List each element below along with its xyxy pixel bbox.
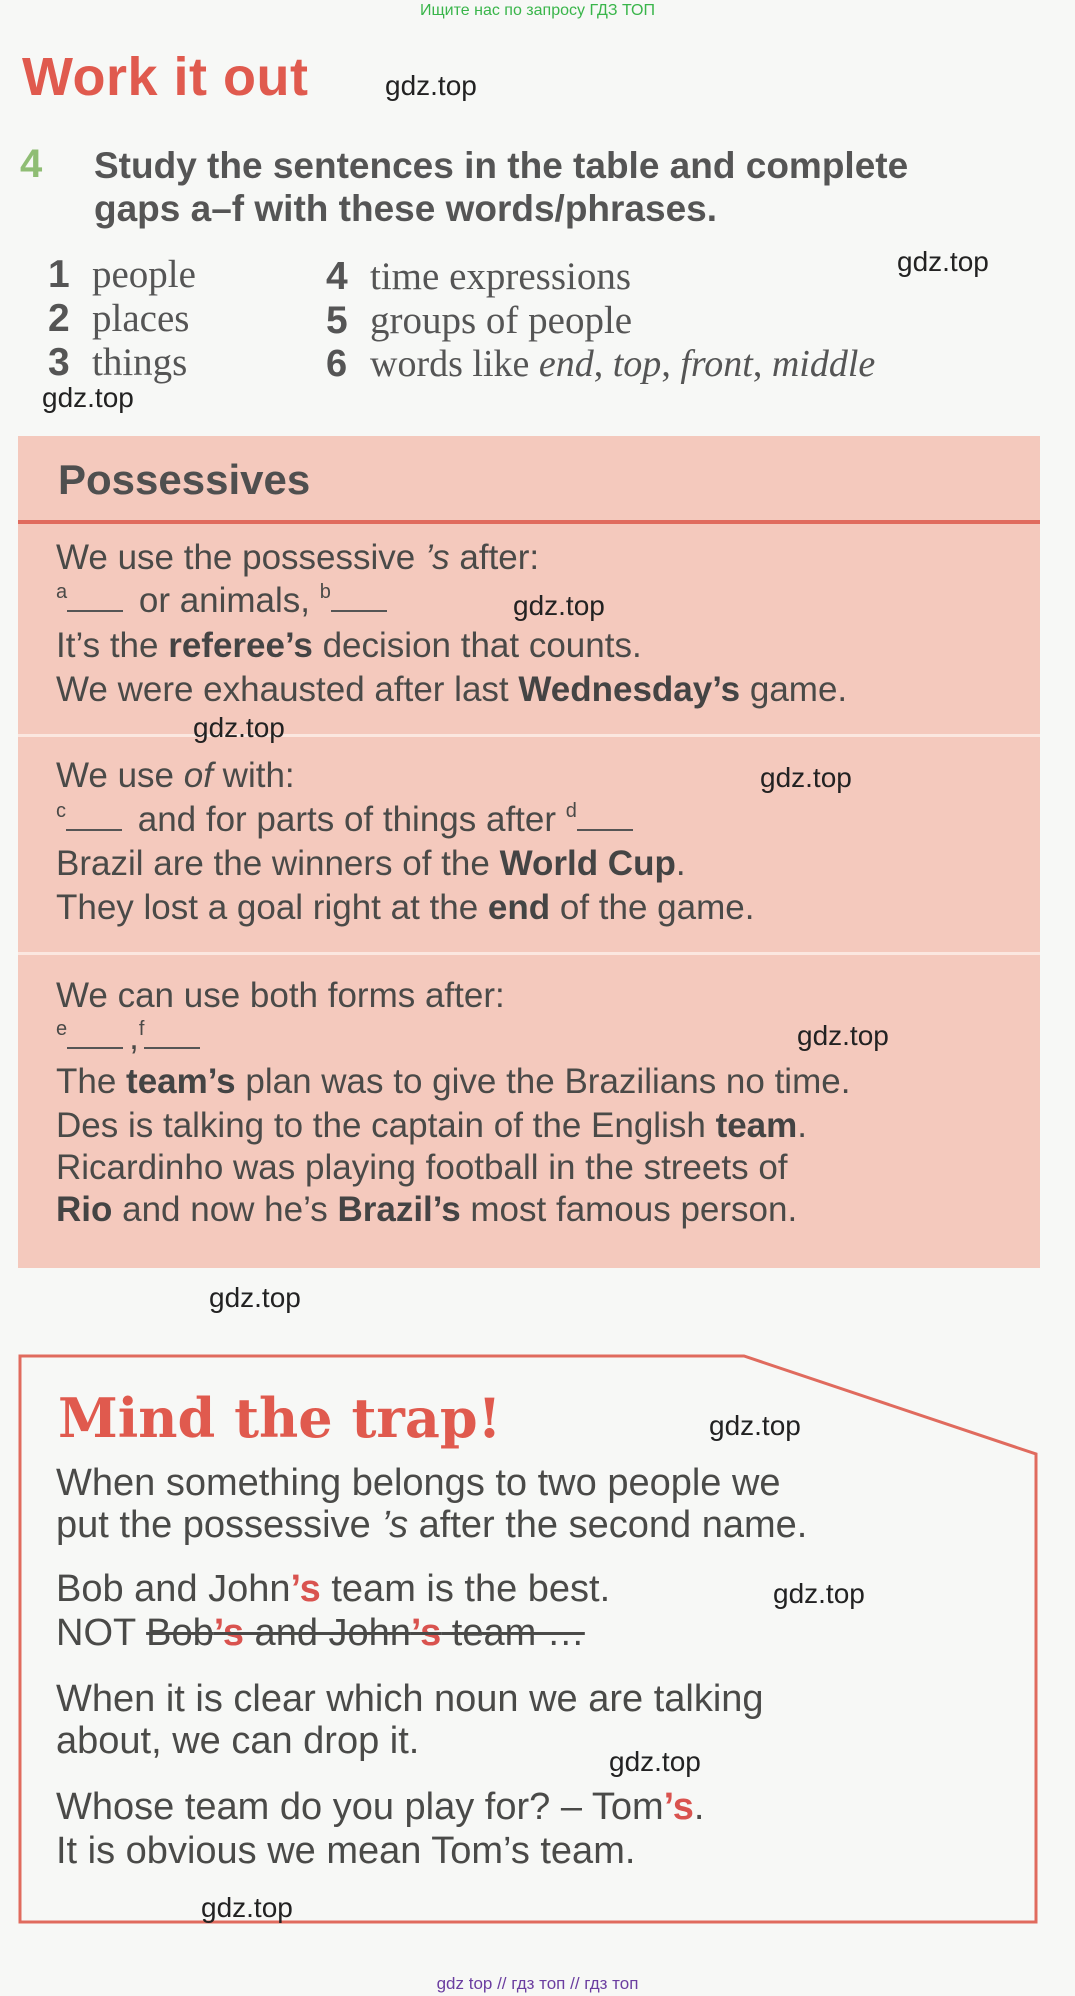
- gap-letter: a: [56, 581, 68, 603]
- gap-blank: [331, 608, 387, 612]
- gap-blank: [577, 827, 633, 831]
- trap-text: put the possessive ’s after the second name.: [56, 1504, 808, 1546]
- top-note: Ищите нас по запросу ГДЗ ТОП: [420, 2, 655, 19]
- watermark: gdz.top: [513, 590, 605, 621]
- gap-blank: [67, 1045, 123, 1049]
- example-line: The team’s plan was to give the Brazilians no time.: [56, 1062, 851, 1101]
- row-divider: [18, 952, 1040, 955]
- word-italic: middle: [771, 343, 876, 385]
- word-item: [326, 298, 632, 343]
- gap-line: $^e$ ,$^f$: [56, 1018, 206, 1058]
- example-line: Ricardinho was playing football in the streets of: [56, 1148, 788, 1187]
- example-line: It’s the referee’s decision that counts.: [56, 626, 642, 665]
- word-number: 6: [326, 343, 348, 385]
- trap-text: about, we can drop it.: [56, 1720, 420, 1762]
- word-item: [48, 252, 196, 297]
- gap-letter: d: [565, 800, 577, 822]
- word-text: groups of people: [370, 299, 633, 342]
- watermark: gdz.top: [385, 70, 477, 101]
- gap-blank: [144, 1045, 200, 1049]
- example-line: Brazil are the winners of the World Cup.: [56, 844, 686, 883]
- word-italic: top: [612, 343, 662, 385]
- gap-blank: [66, 827, 122, 831]
- word-text: time expressions: [370, 255, 632, 298]
- word-number: 5: [326, 299, 348, 342]
- trap-example: It is obvious we mean Tom’s team.: [56, 1830, 636, 1872]
- word-number: 4: [326, 255, 348, 298]
- gap-line: $^c$ and for parts of things after $^d$: [56, 800, 639, 840]
- gap-letter: b: [319, 581, 331, 603]
- trap-text: When it is clear which noun we are talking: [56, 1678, 764, 1720]
- word-text: words like: [370, 343, 539, 385]
- word-item: [48, 296, 189, 341]
- watermark: gdz.top: [609, 1746, 701, 1777]
- watermark: gdz.top: [201, 1892, 293, 1923]
- instruction-line: Study the sentences in the table and complete: [94, 145, 909, 186]
- word-text: places: [92, 297, 190, 340]
- possessives-table: [18, 436, 1040, 1268]
- exercise-instruction: [94, 144, 908, 230]
- bottom-note: gdz top // гдз топ // гдз топ: [436, 1974, 639, 1993]
- word-comma: ,: [752, 343, 772, 385]
- word-italic: end: [538, 343, 594, 385]
- table-title: Possessives: [58, 456, 311, 503]
- example-line: They lost a goal right at the end of the game.: [56, 888, 755, 927]
- word-italic: front: [680, 343, 753, 385]
- word-item: [48, 340, 187, 385]
- word-comma: ,: [593, 343, 613, 385]
- example-line: We were exhausted after last Wednesday’s game.: [56, 670, 848, 709]
- trap-example: Bob and John’s team is the best.: [56, 1568, 611, 1610]
- word-text: things: [92, 341, 188, 384]
- exercise-number: 4: [20, 142, 43, 186]
- watermark: gdz.top: [897, 246, 989, 277]
- word-item: [326, 342, 875, 386]
- watermark: gdz.top: [209, 1282, 301, 1313]
- mind-the-trap-box: [18, 1354, 1040, 1924]
- example-line: Rio and now he’s Brazil’s most famous person.: [56, 1190, 798, 1229]
- trap-example: NOT Bob’s and John’s team …: [56, 1612, 585, 1654]
- word-number: 1: [48, 253, 70, 296]
- instruction-line: gaps a–f with these words/phrases.: [94, 188, 718, 229]
- section-heading: Work it out: [22, 47, 309, 107]
- watermark: gdz.top: [709, 1410, 801, 1441]
- word-comma: ,: [661, 343, 681, 385]
- trap-example: Whose team do you play for? – Tom’s.: [56, 1786, 705, 1828]
- word-text: people: [92, 253, 196, 296]
- watermark: gdz.top: [42, 382, 134, 413]
- gap-line: $^a$ or animals, $^b$: [56, 581, 393, 621]
- example-line: Des is talking to the captain of the English team.: [56, 1106, 808, 1145]
- gap-letter: c: [56, 800, 66, 822]
- row-divider: [18, 734, 1040, 737]
- gap-blank: [67, 608, 123, 612]
- trap-text: When something belongs to two people we: [56, 1462, 781, 1504]
- word-item: [326, 254, 631, 299]
- watermark: gdz.top: [760, 762, 852, 793]
- rule-line: We use the possessive ’s after:: [56, 538, 540, 577]
- watermark: gdz.top: [773, 1578, 865, 1609]
- word-number: 2: [48, 297, 70, 340]
- gap-letter: f: [138, 1018, 145, 1040]
- trap-title: Mind the trap!: [58, 1386, 502, 1450]
- watermark: gdz.top: [193, 712, 285, 743]
- title-divider: [18, 520, 1040, 524]
- watermark: gdz.top: [797, 1020, 889, 1051]
- rule-line: We can use both forms after:: [56, 976, 505, 1015]
- word-number: 3: [48, 341, 70, 384]
- gap-letter: e: [56, 1018, 68, 1040]
- rule-line: We use of with:: [56, 756, 295, 795]
